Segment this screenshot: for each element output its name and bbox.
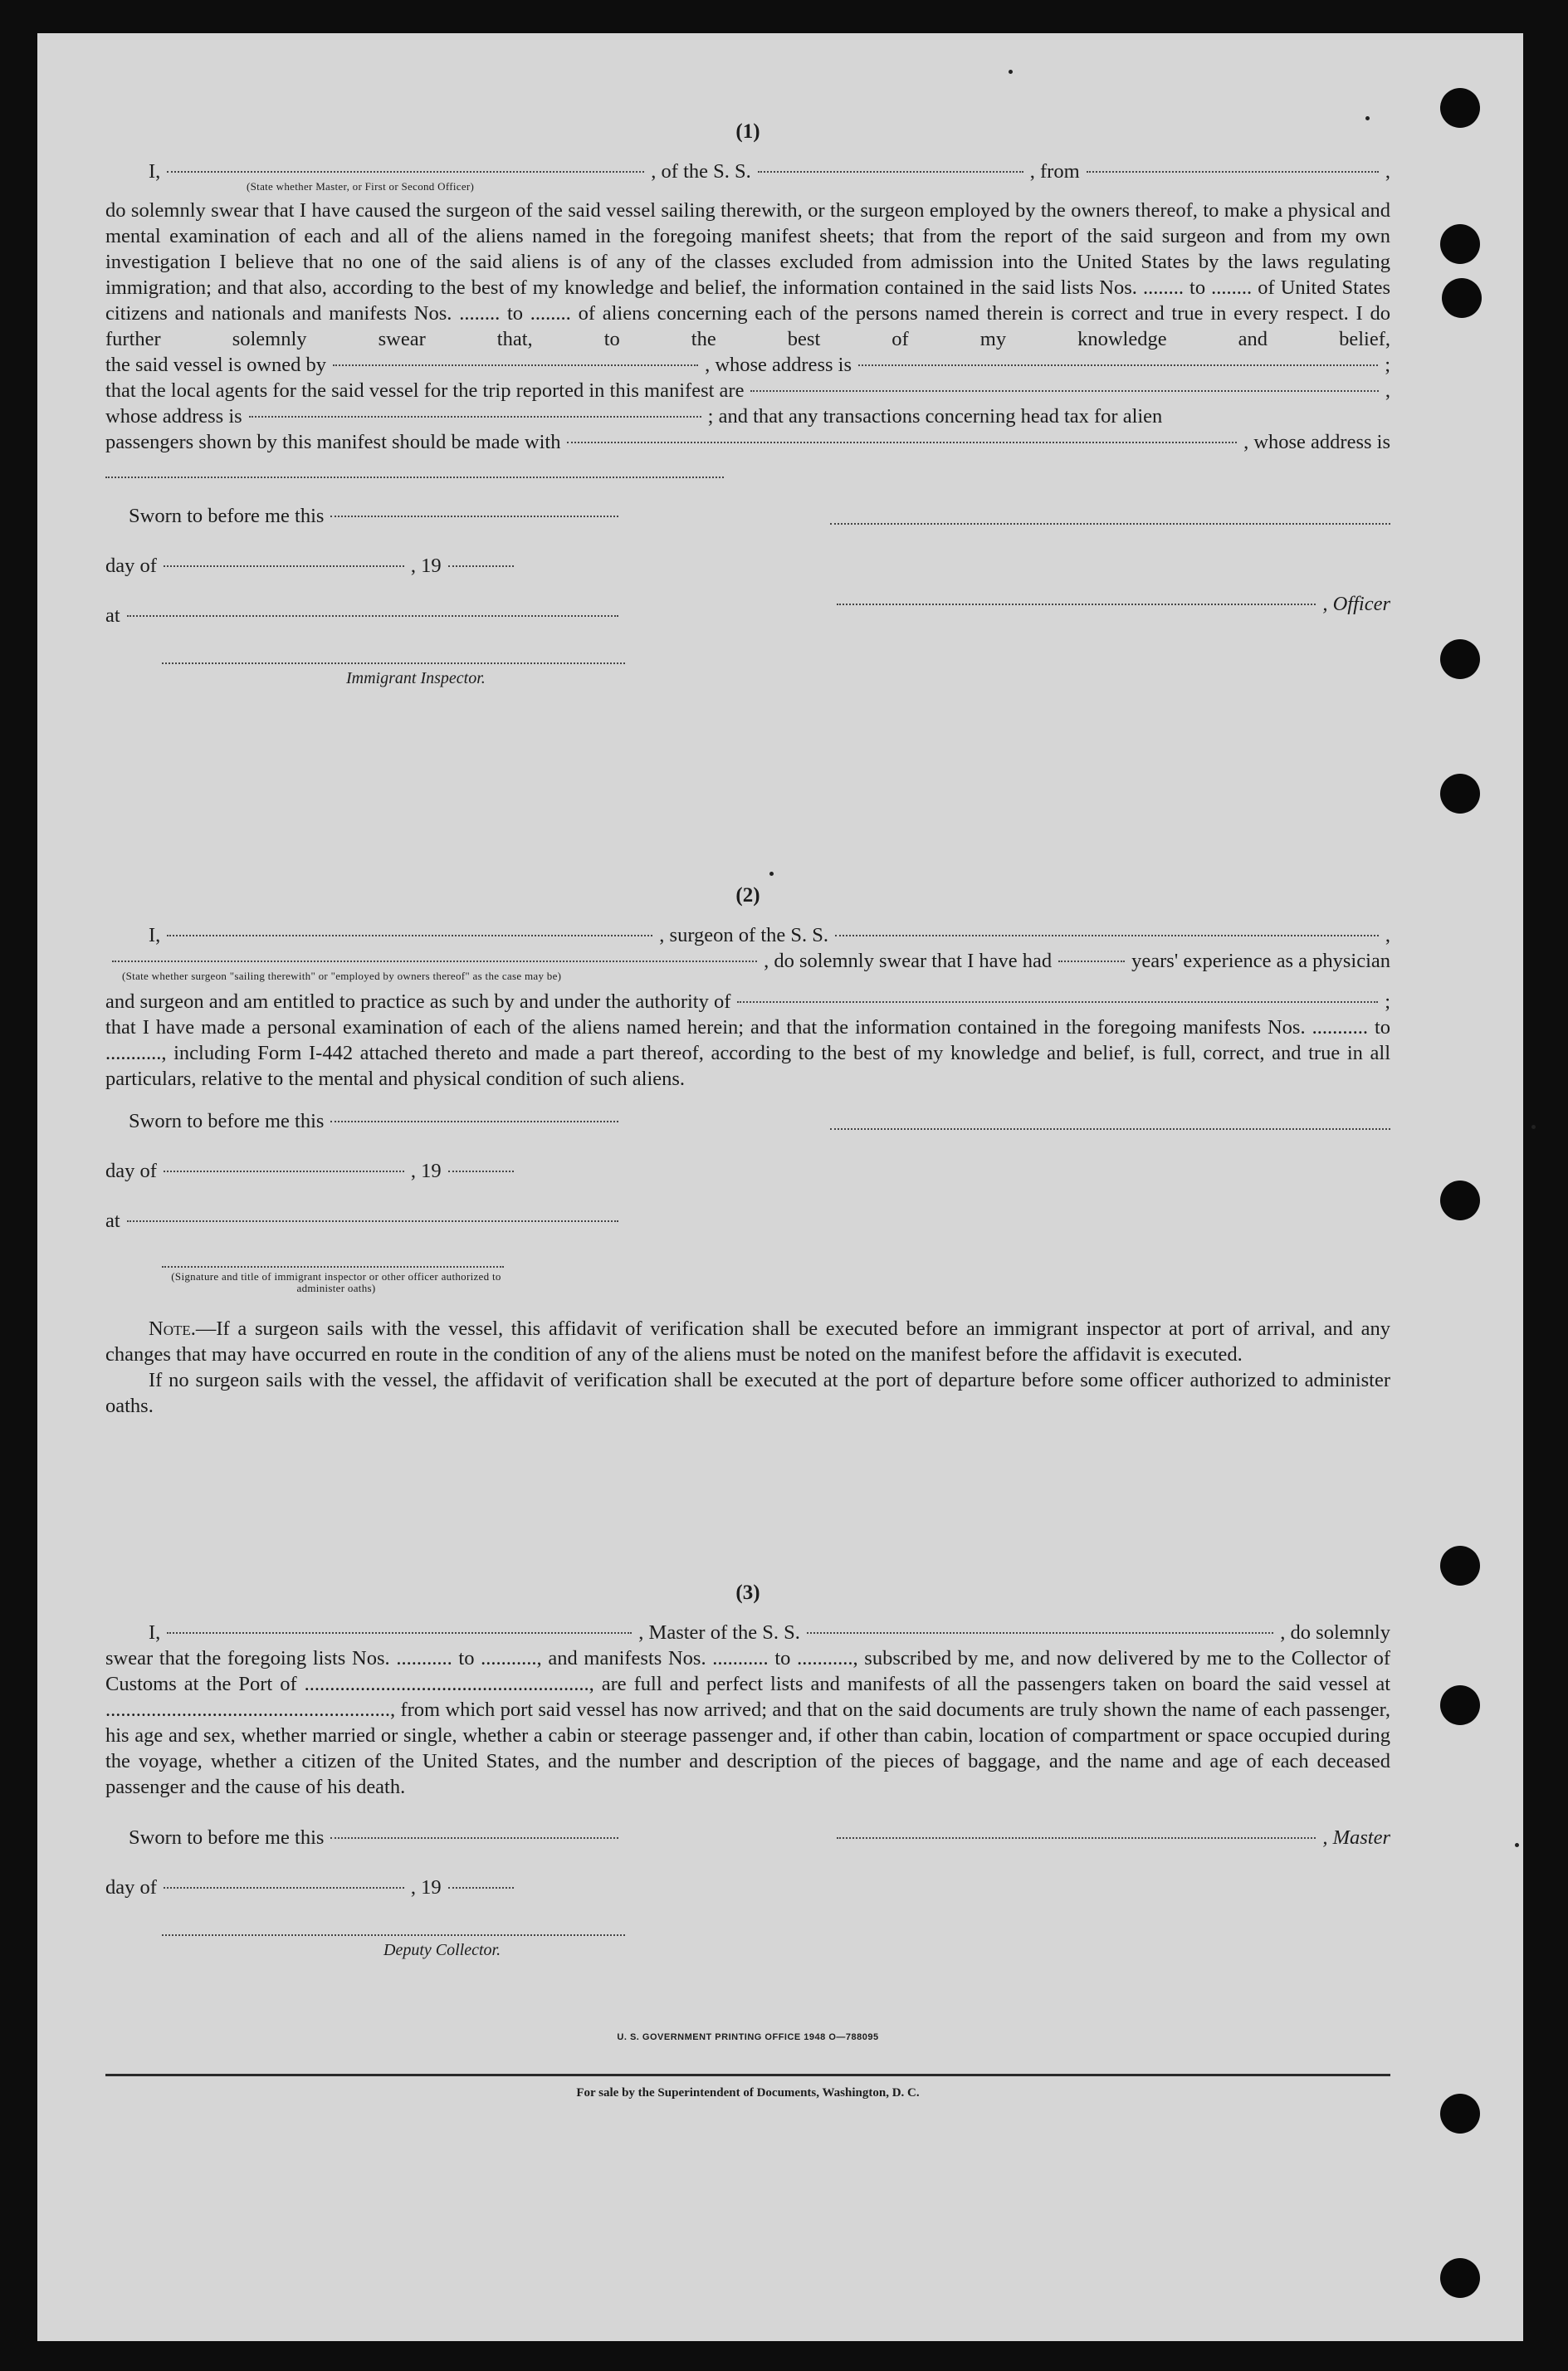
officer-title-field[interactable] [837, 604, 1316, 605]
officer-rank-field[interactable] [167, 171, 644, 173]
oath-text: do solemnly swear that I have caused the surgeon of the said vessel sailing therewith, or the surgeon employed by the owners thereof, to make a physical and mental examination of each and all of the aliens named in the foregoing manifest sheets; that from the report of the said surgeon and from my own investigation I believe that no one of the said aliens is of any of the classes excluded from admission into the United States by the laws regulating immigration; and that also, according to the best of my knowledge and belief, the information contained in the said lists Nos. ........ to ........ of United States citizens and nationals and manifests Nos. ........ to ........ of aliens concerning each of the persons named therein is correct and true in every respect. I do further solemnly swear that, to the best of my knowledge and belief, [105, 199, 1390, 350]
note-paragraph: Note.—If a surgeon sails with the vessel, this affidavit of verification shall be executed before an immigrant inspector at port of arrival, and any changes that may have occurred en route in the condition of any of the aliens must be noted on the manifest before the affidavit is executed. [105, 1317, 1390, 1366]
day-month-field[interactable] [164, 565, 404, 567]
agents-address-line: whose address is ; and that any transactions concerning head tax for alien [105, 405, 1163, 428]
place-field[interactable] [127, 1220, 618, 1222]
section-number: (2) [735, 884, 760, 907]
official-signature-note: (Signature and title of immigrant inspector or other officer authorized to administer oaths) [171, 1270, 501, 1294]
printing-office: U. S. GOVERNMENT PRINTING OFFICE 1948 O—788095 [617, 2032, 879, 2042]
surgeon-name-field[interactable] [167, 935, 652, 936]
head-tax-line: passengers shown by this manifest should be made with , whose address is [105, 431, 1390, 453]
local-agents-field[interactable] [750, 390, 1378, 392]
punch-hole [1442, 278, 1482, 318]
head-tax-address-field[interactable] [105, 477, 724, 478]
owner-field[interactable] [333, 364, 698, 366]
officer-rank-note: (State whether Master, or First or Second Officer) [247, 180, 475, 193]
divider-rule [105, 2074, 1390, 2076]
section-1: (1) I, , of the S. S. , from , (State whether Master, or First or Second Officer) do solemnly swear that I have caused the surgeon of the said vessel sailing therewith, or the surgeon employed by the owners thereof, to make a physical and mental examination of each and all of the aliens named in the foregoing manifest sheets; that from the report of the said surgeon and from my own investigation I believe that no one of the said aliens is of any of the classes excluded from admission into the United States by the laws regulating immigration; and that also, according to the best of my knowledge and belief, the information contained in the said lists Nos. ........ to ........ of United States citizens and nationals and manifests Nos. ........ to ........ of aliens concerning each of the persons named therein is correct and true in every respect. I do further solemnly swear that, to the best of my knowledge and belief, the said vessel is owned by , whose address is ; that the local agents for the said vessel for the trip reported in this manifest are , whose address is ; and that any transactions concerning head tax for alien passengers shown by this manifest should be made with , whose address is Sworn to before me this day of , 19 at , Officer Immigrant Inspector. [105, 120, 1390, 687]
agents-line: that the local agents for the said vessel for the trip reported in this manifest are , [105, 379, 1390, 402]
surgeon-oath-text: that I have made a personal examination of each of the aliens named herein; and that the information contained in the foregoing manifests Nos. ........... to ..........., including Form I-442 attached thereto and made a part thereof, according to the best of my knowledge and belief, is full, correct, and true in all particulars, relative to the mental and physical condition of such aliens. [105, 1016, 1390, 1090]
speck [1009, 70, 1013, 74]
official-signature-field[interactable] [162, 1266, 504, 1268]
section-number: (1) [735, 120, 760, 143]
section-number: (3) [735, 1581, 760, 1604]
deputy-signature-field[interactable] [162, 1934, 625, 1936]
deputy-caption: Deputy Collector. [383, 1941, 501, 1959]
surgeon-signature-field[interactable] [830, 1128, 1390, 1130]
punch-hole [1440, 1685, 1480, 1725]
head-tax-party-field[interactable] [567, 442, 1237, 443]
vessel-name-field[interactable] [758, 171, 1023, 173]
sworn-date-field[interactable] [330, 1121, 618, 1122]
form-page [37, 33, 1523, 2341]
master-signature-field[interactable] [837, 1837, 1316, 1839]
year-field[interactable] [448, 1171, 514, 1172]
year-field[interactable] [448, 1887, 514, 1889]
authority-field[interactable] [737, 1001, 1378, 1003]
master-name-field[interactable] [167, 1632, 632, 1634]
surgeon-status-field[interactable] [112, 961, 757, 962]
for-sale-line: For sale by the Superintendent of Documents, Washington, D. C. [576, 2086, 920, 2100]
owner-line: the said vessel is owned by , whose address is ; [105, 354, 1390, 376]
agents-address-field[interactable] [249, 416, 701, 418]
years-field[interactable] [1058, 961, 1125, 962]
master-oath-text: swear that the foregoing lists Nos. ........... to ..........., and manifests Nos. ........... to ..........., subscribed by me, and now delivered by me to the Collector of Customs at the Port of ........................................................, are full and perfect lists and manifests of all the passengers taken on board the said vessel at ........................................................, from which port said vessel has now arrived; and that on the said documents are truly shown the name of each passenger, his age and sex, whether married or single, whether a cabin or steerage passenger and, if other than cabin, location of compartment or space occupied during the voyage, whether a citizen of the United States, and the number and description of the pieces of baggage, and the name and age of each deceased passenger and the cause of his death. [105, 1647, 1390, 1798]
authority-line: and surgeon and am entitled to practice as such by and under the authority of ; [105, 990, 1390, 1013]
day-month-field[interactable] [164, 1887, 404, 1889]
officer-line: I, , of the S. S. , from , [149, 160, 1390, 183]
punch-hole [1440, 224, 1480, 264]
inspector-caption: Immigrant Inspector. [346, 669, 486, 687]
surgeon-status-note: (State whether surgeon "sailing therewith" or "employed by owners thereof" as the case may be) [122, 970, 562, 982]
sworn-date-field[interactable] [330, 1837, 618, 1839]
speck [1531, 1125, 1536, 1129]
punch-hole [1440, 639, 1480, 679]
section-3: (3) I, , Master of the S. S. , do solemnly swear that the foregoing lists Nos. ........... to ..........., and manifests Nos. ........... to ..........., subscribed by me, and now delivered by me to the Collector of Customs at the Port of ........................................................, are full and perfect lists and manifests of all the passengers taken on board the said vessel at ........................................................, from which port said vessel has now arrived; and that on the said documents are truly shown the name of each passenger, his age and sex, whether married or single, whether a cabin or steerage passenger and, if other than cabin, location of compartment or space occupied during the voyage, whether a citizen of the United States, and the number and description of the pieces of baggage, and the name and age of each deceased passenger and the cause of his death. Sworn to before me this , Master day of , 19 Deputy Collector. [105, 1581, 1390, 1959]
section-2: (2) I, , surgeon of the S. S. , , do solemnly swear that I have had years' experience as a physician (State whether surgeon "sailing therewith" or "employed by owners thereof" as the case may be) and surgeon and am entitled to practice as such by and under the authority of ; that I have made a personal examination of each of the aliens named herein; and that the information contained in the foregoing manifests Nos. ........... to ..........., including Form I-442 attached thereto and made a part thereof, according to the best of my knowledge and belief, is full, correct, and true in all particulars, relative to the mental and physical condition of such aliens. Sworn to before me this day of , 19 at (Signature and title of immigrant inspector or other officer authorized to administer oaths) Note.—If a surgeon sails with the vessel, this affidavit of verification shall be executed before an immigrant inspector at port of arrival, and any changes that may have occurred en route in the condition of any of the aliens must be noted on the manifest before the affidavit is executed. If no surgeon sails with the vessel, the affidavit of verification shall be executed at the port of departure before some officer authorized to administer oaths. [105, 884, 1390, 1417]
punch-hole [1440, 2258, 1480, 2298]
punch-hole [1440, 1546, 1480, 1586]
departure-port-field[interactable] [1087, 171, 1379, 173]
punch-hole [1440, 1181, 1480, 1220]
punch-hole [1440, 2094, 1480, 2134]
vessel-name-field[interactable] [835, 935, 1379, 936]
note2-paragraph: If no surgeon sails with the vessel, the affidavit of verification shall be executed at the port of departure before some officer authorized to administer oaths. [105, 1369, 1390, 1417]
sworn-date-field[interactable] [330, 516, 618, 517]
speck [1515, 1843, 1519, 1847]
officer-signature-field[interactable] [830, 523, 1390, 525]
experience-line: , do solemnly swear that I have had years' experience as a physician [105, 948, 1390, 974]
place-field[interactable] [127, 615, 618, 617]
speck [769, 872, 774, 876]
punch-hole [1440, 88, 1480, 128]
punch-hole [1440, 774, 1480, 814]
inspector-signature-field[interactable] [162, 662, 625, 664]
vessel-name-field[interactable] [807, 1632, 1273, 1634]
year-field[interactable] [448, 565, 514, 567]
surgeon-line: I, , surgeon of the S. S. , [149, 924, 1390, 946]
owner-address-field[interactable] [858, 364, 1378, 366]
master-line: I, , Master of the S. S. , do solemnly [149, 1621, 1390, 1644]
day-month-field[interactable] [164, 1171, 404, 1172]
